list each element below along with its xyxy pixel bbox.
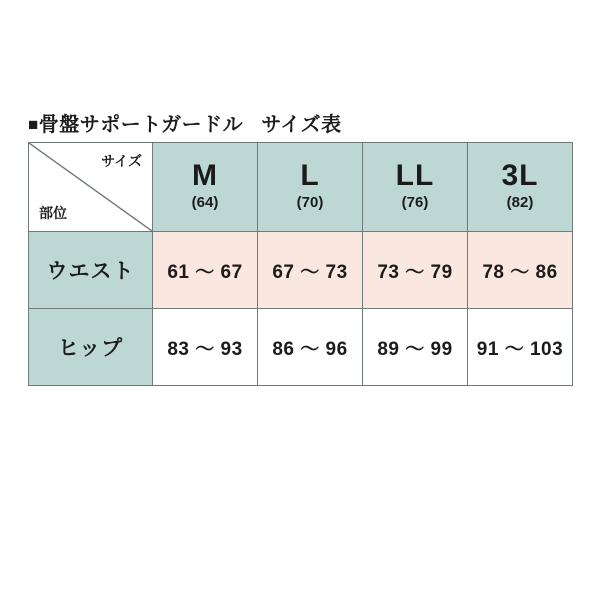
column-header-l-num: (70) bbox=[296, 193, 324, 211]
row-label-hip: ヒップ bbox=[29, 309, 153, 386]
column-header-l bbox=[258, 143, 363, 232]
column-header-3l bbox=[468, 143, 573, 232]
column-header-ll-size: LL bbox=[395, 159, 435, 192]
column-header-l-size: L bbox=[300, 159, 320, 192]
title-product-name: 骨盤サポートガードル bbox=[38, 114, 244, 136]
waist-value-l: 67 ～ 73 bbox=[258, 232, 363, 309]
title-bullet-icon: ■ bbox=[28, 115, 39, 134]
size-table bbox=[28, 142, 573, 386]
column-header-m-num: (64) bbox=[191, 193, 219, 211]
row-label-waist: ウエスト bbox=[29, 232, 153, 309]
hip-value-3l: 91 ～ 103 bbox=[468, 309, 573, 386]
column-header-3l-num: (82) bbox=[506, 193, 534, 211]
waist-value-m: 61 ～ 67 bbox=[153, 232, 258, 309]
table-row bbox=[29, 232, 573, 309]
hip-value-ll: 89 ～ 99 bbox=[363, 309, 468, 386]
title-suffix: サイズ表 bbox=[261, 114, 342, 136]
corner-part-label: 部位 bbox=[39, 205, 67, 221]
corner-cell bbox=[29, 143, 153, 232]
column-header-ll-num: (76) bbox=[401, 193, 429, 211]
hip-value-m: 83 ～ 93 bbox=[153, 309, 258, 386]
column-header-ll bbox=[363, 143, 468, 232]
page-title bbox=[28, 108, 342, 137]
hip-value-l: 86 ～ 96 bbox=[258, 309, 363, 386]
table-row bbox=[29, 309, 573, 386]
column-header-m bbox=[153, 143, 258, 232]
waist-value-ll: 73 ～ 79 bbox=[363, 232, 468, 309]
table-header-row bbox=[29, 143, 573, 232]
corner-size-label: サイズ bbox=[101, 153, 142, 169]
column-header-3l-size: 3L bbox=[501, 159, 539, 192]
waist-value-3l: 78 ～ 86 bbox=[468, 232, 573, 309]
column-header-m-size: M bbox=[192, 159, 218, 192]
